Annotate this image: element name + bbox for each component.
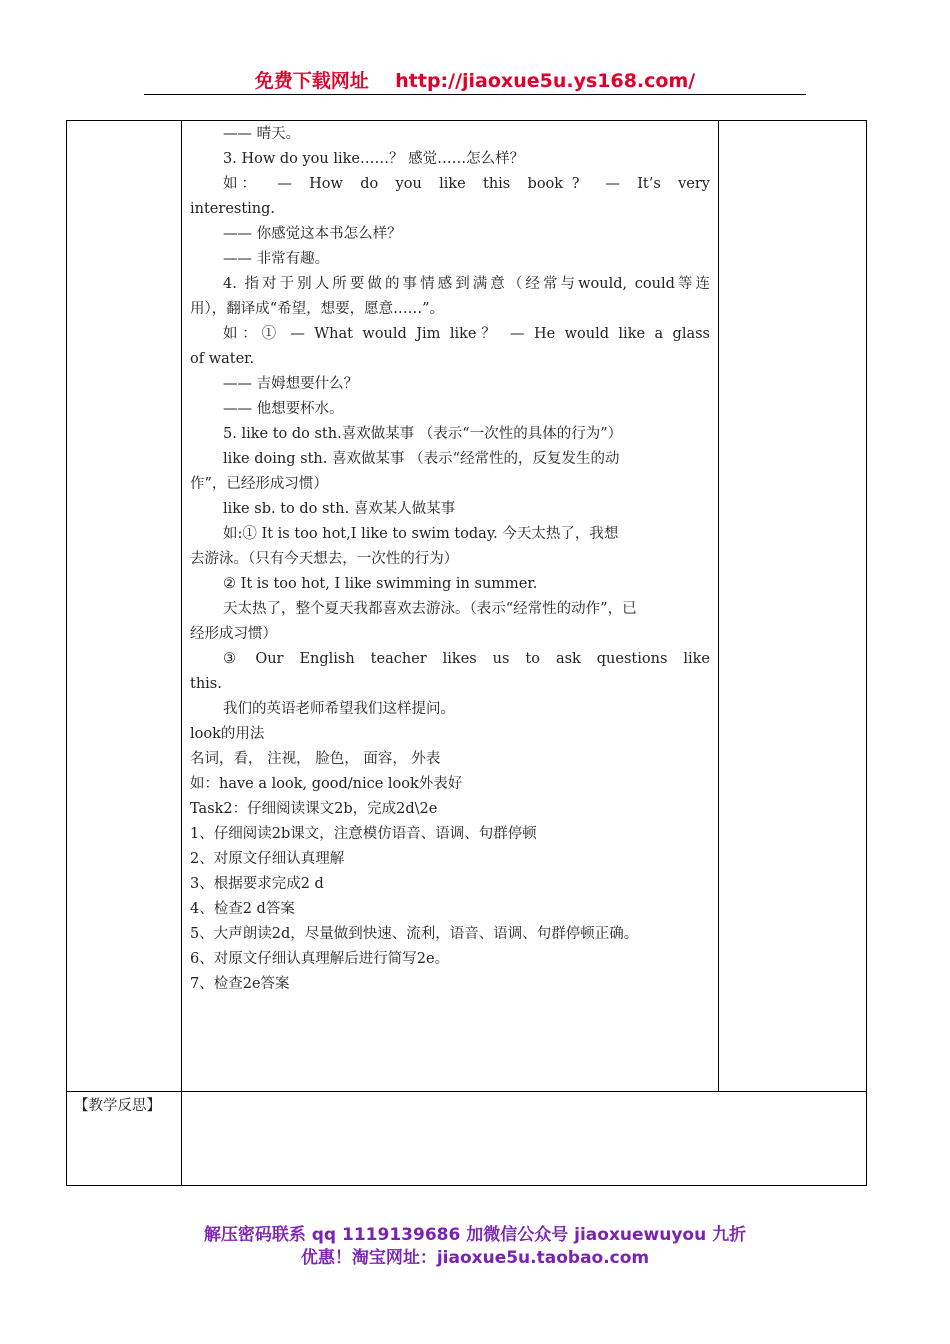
content-line: 7、检查2e答案 [190, 976, 290, 992]
content-line: —— 非常有趣。 [223, 251, 330, 267]
content-line: look的用法 [190, 726, 265, 742]
table-col-divider-left [181, 120, 182, 1186]
content-line: 如： — How do you like this book ? — It’s very [223, 176, 710, 192]
content-line: 5、大声朗读2d，尽量做到快速、流利，语音、语调、句群停顿正确。 [190, 926, 639, 942]
content-line: 如：have a look, good/nice look外表好 [190, 776, 463, 792]
content-line: Task2：仔细阅读课文2b，完成2d\2e [190, 801, 438, 817]
content-line: 名词，看， 注视， 脸色， 面容， 外表 [190, 751, 441, 767]
content-line: 去游泳。（只有今天想去，一次性的行为） [190, 551, 459, 567]
content-line: 5. like to do sth.喜欢做某事 （表示“一次性的具体的行为”） [223, 426, 623, 442]
content-line: 如:① It is too hot,I like to swim today. 今天太热了，我想 [223, 526, 619, 542]
table-col-divider-right [718, 120, 719, 1091]
content-line: 如：① — What would Jim like？ — He would like a glass [223, 326, 710, 342]
content-line: 作”，已经形成习惯） [190, 476, 328, 492]
content-line: 1、仔细阅读2b课文，注意模仿语音、语调、句群停顿 [190, 826, 537, 842]
reflection-label: 【教学反思】 [74, 1098, 161, 1114]
content-line: like sb. to do sth. 喜欢某人做某事 [223, 501, 456, 517]
content-line: 经形成习惯） [190, 626, 277, 642]
content-line: 用），翻译成“希望，想要，愿意……”。 [190, 301, 445, 317]
content-line: 4、检查2 d答案 [190, 901, 295, 917]
content-line: 6、对原文仔细认真理解后进行简写2e。 [190, 951, 450, 967]
content-line: —— 他想要杯水。 [223, 401, 344, 417]
content-line: like doing sth. 喜欢做某事 （表示“经常性的，反复发生的动 [223, 451, 620, 467]
header-url-link[interactable]: http://jiaoxue5u.ys168.com/ [395, 70, 696, 92]
content-line: 3、根据要求完成2 d [190, 876, 324, 892]
header-divider [144, 94, 806, 95]
header-label: 免费下载网址 [254, 70, 369, 92]
content-line: —— 吉姆想要什么？ [223, 376, 359, 392]
content-line: —— 你感觉这本书怎么样？ [223, 226, 402, 242]
content-line: 3. How do you like……？ 感觉……怎么样？ [223, 151, 525, 167]
content-line: interesting. [190, 201, 276, 217]
content-line: 2、对原文仔细认真理解 [190, 851, 345, 867]
content-line: ② It is too hot, I like swimming in summer. [223, 576, 538, 592]
footer-line-1: 解压密码联系 qq 1119139686 加微信公众号 jiaoxuewuyou 九折 [203, 1225, 747, 1245]
content-line: 我们的英语老师希望我们这样提问。 [223, 701, 455, 717]
content-line: ③ Our English teacher likes us to ask questions like [223, 651, 710, 667]
content-line: 4. 指对于别人所要做的事情感到满意（经常与would, could等连 [223, 276, 710, 292]
footer-line-2: 优惠！淘宝网址：jiaoxue5u.taobao.com [300, 1248, 650, 1268]
header-banner [0, 66, 950, 93]
content-line: 天太热了，整个夏天我都喜欢去游泳。（表示“经常性的动作”，已 [223, 601, 637, 617]
content-line: this. [190, 676, 222, 692]
content-line: —— 晴天。 [223, 126, 301, 142]
content-line: of water. [190, 351, 255, 367]
table-row-divider [66, 1091, 867, 1092]
lesson-content [190, 122, 710, 997]
